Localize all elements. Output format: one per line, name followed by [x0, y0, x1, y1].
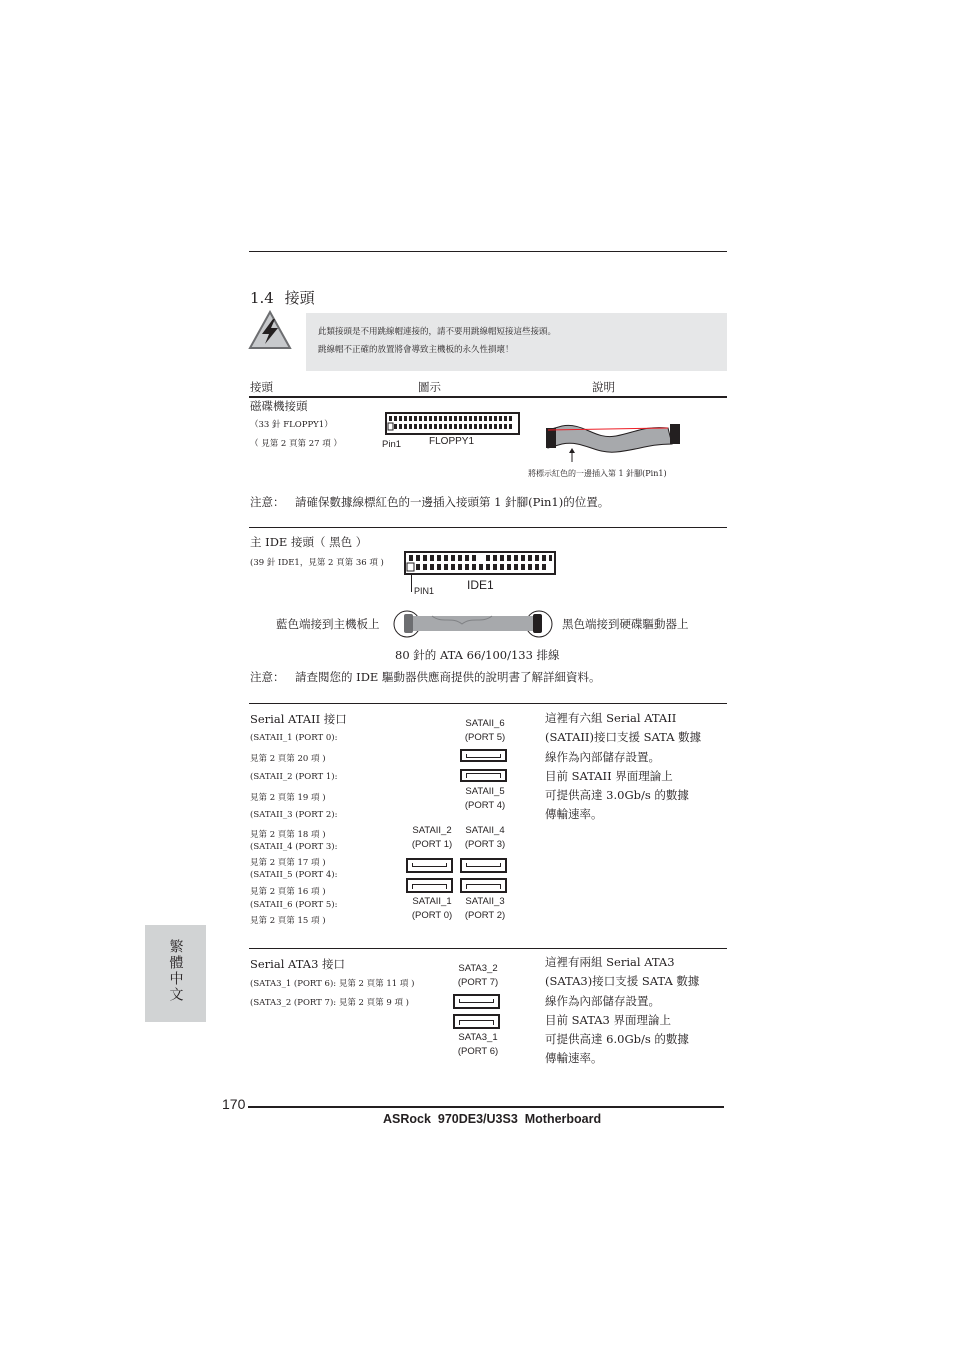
sataii-item-10: (SATAII_6 (PORT 5): [250, 900, 338, 910]
sata3-description [545, 953, 699, 1069]
sataii-3-port: (PORT 2) [464, 910, 506, 921]
sataii-item-4: (SATAII_3 (PORT 2): [250, 810, 338, 820]
sataii-item-2: (SATAII_2 (PORT 1): [250, 772, 338, 782]
sata3-desc-line: 可提供高達 6.0Gb/s 的數據 [545, 1032, 689, 1047]
ide-left-caption: 藍色端接到主機板上 [276, 617, 380, 631]
sataii-item-1: 見第 2 頁第 20 項 ) [250, 754, 326, 764]
sata3-2-connector [453, 994, 500, 1009]
sataii-3-connector [460, 878, 507, 893]
floppy-connector-diagram [385, 412, 521, 436]
ide-connector-label: IDE1 [467, 578, 494, 592]
floppy-pin1-label: Pin1 [382, 439, 402, 450]
sataii-3-name: SATAII_3 [465, 896, 505, 907]
sataii-4-name: SATAII_4 [465, 825, 505, 836]
ide-cable-caption: 80 針的 ATA 66/100/133 排線 [395, 648, 560, 662]
sataii-divider [249, 948, 727, 949]
ide-pin1-pointer [411, 574, 412, 592]
header-description: 說明 [592, 380, 615, 394]
sataii-desc-line: (SATAII)接口支援 SATA 數據 [545, 730, 702, 745]
sata3-desc-line: (SATA3)接口支援 SATA 數據 [545, 974, 700, 989]
sataii-desc-line: 目前 SATAII 界面理論上 [545, 768, 673, 783]
sataii-item-11: 見第 2 頁第 15 項 ) [250, 916, 326, 926]
sataii-item-9: 見第 2 頁第 16 項 ) [250, 887, 326, 897]
sata3-2-port: (PORT 7) [457, 977, 499, 988]
header-rule [249, 396, 727, 398]
sataii-2-connector [406, 858, 453, 873]
ide-note-label: 注意： [250, 670, 285, 684]
sataii-desc-line: 可提供高達 3.0Gb/s 的數據 [545, 788, 689, 803]
floppy-note-label: 注意： [250, 495, 285, 509]
warning-box [306, 313, 727, 371]
sataii-desc-line: 這裡有六組 Serial ATAII [545, 711, 677, 725]
ide-title: 主 IDE 接頭（ 黑色 ） [250, 535, 368, 549]
floppy-sub-1: （33 針 FLOPPY1） [250, 420, 333, 430]
ide-pin1-label: PIN1 [414, 586, 435, 596]
sataii-1-port: (PORT 0) [411, 910, 453, 921]
sata3-item-0: (SATA3_1 (PORT 6): 見第 2 頁第 11 項 ) [250, 979, 415, 989]
sataii-5-label [455, 785, 515, 813]
sata3-desc-line: 線作為內部儲存設置。 [545, 993, 660, 1008]
sataii-1-name: SATAII_1 [412, 896, 452, 907]
sataii-5-name: SATAII_5 [465, 786, 505, 797]
sataii-6-label [455, 717, 515, 745]
sata3-2-name: SATA3_2 [458, 963, 498, 974]
sata3-desc-line: 傳輸速率。 [545, 1051, 603, 1066]
sataii-3-label [455, 895, 515, 923]
floppy-sub-2: （ 見第 2 頁第 27 項 ） [250, 439, 342, 449]
warning-line-1: 此類接頭是不用跳線帽連接的，請不要用跳線帽短接這些接頭。 [318, 327, 557, 337]
floppy-note: 請確保數據線標紅色的一邊插入接頭第 1 針腳(Pin1)的位置。 [295, 495, 610, 509]
sataii-4-label [455, 824, 515, 852]
sataii-item-5: 見第 2 頁第 18 項 ) [250, 830, 326, 840]
footer-title: ASRock 970DE3/U3S3 Motherboard [383, 1112, 602, 1126]
sataii-title: Serial ATAII 接口 [250, 712, 347, 726]
sata3-2-label [448, 962, 508, 990]
sataii-5-port: (PORT 4) [464, 800, 506, 811]
section-number: 1.4 [250, 289, 274, 307]
floppy-cable-caption: 將標示紅色的一邊插入第 1 針腳(Pin1) [528, 469, 667, 478]
floppy-title: 磁碟機接頭 [250, 399, 308, 413]
section-title: 接頭 [284, 289, 315, 307]
warning-icon [248, 310, 292, 350]
sata3-1-label [448, 1031, 508, 1059]
sata3-title: Serial ATA3 接口 [250, 957, 346, 971]
sata3-1-port: (PORT 6) [457, 1046, 499, 1057]
ide-right-caption: 黑色端接到硬碟驅動器上 [562, 617, 689, 631]
sataii-item-3: 見第 2 頁第 19 項 ) [250, 793, 326, 803]
sataii-6-name: SATAII_6 [465, 718, 505, 729]
sataii-item-0: (SATAII_1 (PORT 0): [250, 733, 338, 743]
warning-line-2: 跳線帽不正確的放置將會導致主機板的永久性損壞！ [318, 345, 514, 355]
sataii-desc-line: 傳輸速率。 [545, 807, 603, 822]
sataii-item-8: (SATAII_5 (PORT 4): [250, 870, 338, 880]
floppy-divider [249, 527, 727, 528]
floppy-cable-illustration [544, 418, 684, 466]
language-side-tab [145, 925, 206, 1022]
sataii-2-name: SATAII_2 [412, 825, 452, 836]
footer-rule [248, 1106, 724, 1108]
floppy-connector-label: FLOPPY1 [429, 436, 475, 447]
ide-sub: (39 針 IDE1，見第 2 頁第 36 項 ) [250, 558, 384, 568]
ide-cable-illustration [392, 608, 554, 640]
sataii-1-connector [406, 878, 453, 893]
page-number: 170 [222, 1096, 246, 1112]
language-side-tab-label: 繁體中文 [167, 939, 184, 1003]
sataii-2-port: (PORT 1) [411, 839, 453, 850]
ide-connector-diagram [404, 551, 557, 577]
sataii-description [545, 709, 701, 825]
sataii-desc-line: 線作為內部儲存設置。 [545, 749, 660, 764]
sataii-5-connector [460, 769, 507, 782]
sataii-item-6: (SATAII_4 (PORT 3): [250, 842, 338, 852]
ide-divider [249, 703, 727, 704]
section-heading [250, 287, 315, 308]
header-connector: 接頭 [250, 380, 273, 394]
sata3-item-1: (SATA3_2 (PORT 7): 見第 2 頁第 9 項 ) [250, 998, 409, 1008]
sataii-4-port: (PORT 3) [464, 839, 506, 850]
ide-note: 請查閱您的 IDE 驅動器供應商提供的說明書了解詳細資料。 [295, 670, 601, 684]
sata3-1-name: SATA3_1 [458, 1032, 498, 1043]
sataii-item-7: 見第 2 頁第 17 項 ) [250, 858, 326, 868]
header-figure: 圖示 [418, 380, 441, 394]
sataii-1-label [402, 895, 462, 923]
sataii-4-connector [460, 858, 507, 873]
sata3-desc-line: 目前 SATA3 界面理論上 [545, 1012, 672, 1027]
sataii-6-connector [460, 749, 507, 762]
sata3-1-connector [453, 1014, 500, 1029]
top-rule [249, 251, 727, 252]
sata3-desc-line: 這裡有兩組 Serial ATA3 [545, 955, 675, 969]
sataii-2-label [402, 824, 462, 852]
sataii-6-port: (PORT 5) [464, 732, 506, 743]
